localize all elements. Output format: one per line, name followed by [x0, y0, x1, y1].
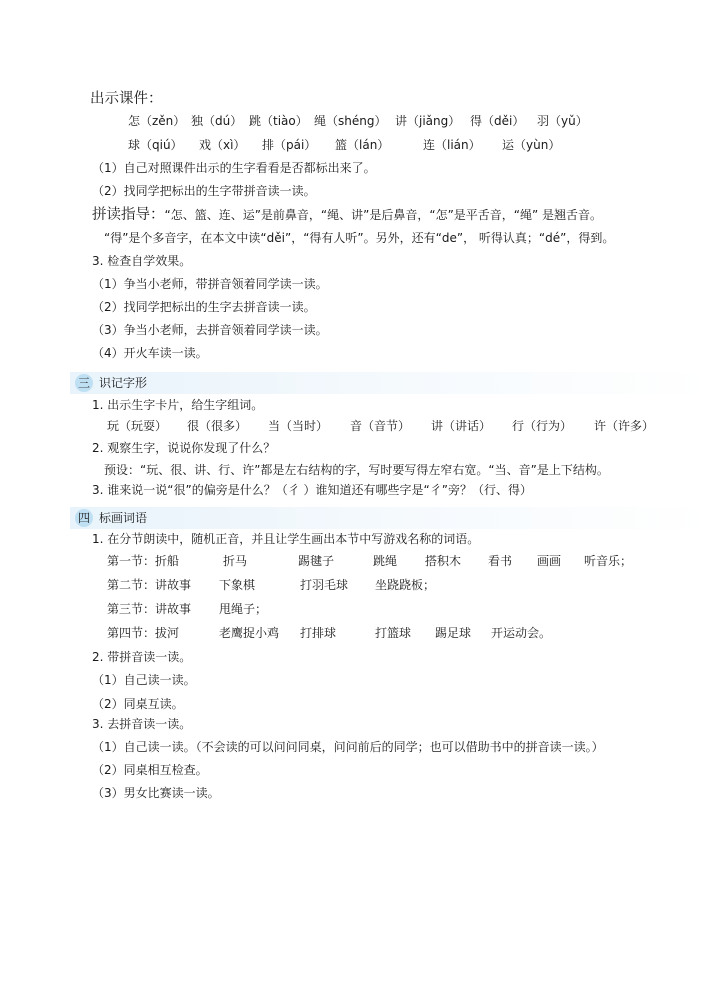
game-word: 老鹰捉小鸡	[219, 626, 280, 640]
guide-text: “怎、篮、连、运”是前鼻音，“绳、讲”是后鼻音，“怎”是平舌音，“绳” 是翘舌音。	[164, 208, 603, 222]
game-word: 下象棋	[219, 578, 256, 592]
game-word: 踢足球	[435, 626, 472, 640]
list-item: 3. 谁来说一说“很”的偏旁是什么？（彳 ）谁知道还有哪些字是“彳”旁？（行、得）	[92, 483, 532, 497]
word-item: 玩（玩耍）	[107, 419, 168, 433]
word-item: 许（许多）	[594, 419, 655, 433]
char-item: 羽（yǔ）	[537, 114, 588, 128]
game-word: 听音乐；	[584, 554, 633, 568]
game-word: 第四节：拔河	[107, 626, 180, 640]
section-number-badge: 四	[75, 509, 93, 527]
list-item: 1. 在分节朗读中，随机正音，并且让学生画出本节中写游戏名称的词语。	[92, 532, 480, 546]
preview-text: 预设：“玩、很、讲、行、许”都是左右结构的字，写时要写得左窄右宽。“当、音”是上下结构。	[104, 463, 609, 477]
sub-item: （1）自己读一读。（不会读的可以问问同桌，问问前后的同学；也可以借助书中的拼音读一读。）	[92, 740, 604, 754]
sub-item: （2）同桌相互检查。	[92, 763, 208, 777]
char-item: 排（pái）	[262, 138, 317, 152]
char-item: 独（dú）	[191, 114, 243, 128]
check-item: （1）争当小老师，带拼音领着同学读一读。	[92, 277, 328, 291]
char-item: 球（qiú）	[128, 138, 183, 152]
step-text: （1）自己对照课件出示的生字看看是否都标出来了。	[92, 161, 376, 175]
section-title: 标画词语	[99, 511, 148, 525]
sub-item: （2）同桌互读。	[92, 697, 184, 711]
game-word: 折马	[223, 554, 248, 568]
game-word: 第三节：讲故事	[107, 602, 192, 616]
char-item: 讲（jiǎng）	[395, 114, 461, 128]
game-word: 第二节：讲故事	[107, 578, 192, 592]
word-item: 讲（讲话）	[431, 419, 492, 433]
game-word: 甩绳子；	[219, 602, 268, 616]
section-header-bar-4	[70, 507, 710, 529]
game-word: 坐跷跷板；	[375, 578, 436, 592]
word-item: 很（很多）	[187, 419, 248, 433]
section-number-badge: 三	[75, 374, 93, 392]
guide-line-2: “得”是个多音字，在本文中读“děi”，“得有人听”。另外，还有“de”， 听得认真；“dé”，得到。	[104, 231, 615, 245]
game-word: 踢毽子	[298, 554, 335, 568]
game-word: 开运动会。	[491, 626, 552, 640]
guide-label: 拼读指导：	[92, 207, 165, 223]
step-text: （2）找同学把标出的生字带拼音读一读。	[92, 184, 316, 198]
word-item: 行（行为）	[512, 419, 573, 433]
section-title: 识记字形	[99, 376, 148, 390]
char-item: 怎（zěn）	[128, 114, 186, 128]
word-item: 当（当时）	[268, 419, 329, 433]
check-title: 3. 检查自学效果。	[92, 254, 192, 268]
char-item: 绳（shéng）	[314, 114, 387, 128]
list-item: 1. 出示生字卡片，给生字组词。	[92, 398, 264, 412]
game-word: 搭积木	[425, 554, 462, 568]
list-item: 2. 观察生字，说说你发现了什么？	[92, 441, 276, 455]
char-item: 得（děi）	[470, 114, 525, 128]
char-item: 连（lián）	[423, 138, 481, 152]
game-word: 第一节：折船	[107, 554, 180, 568]
word-item: 音（音节）	[350, 419, 411, 433]
game-word: 看书	[488, 554, 513, 568]
sub-item: （1）自己读一读。	[92, 673, 196, 687]
check-item: （2）找同学把标出的生字去拼音读一读。	[92, 300, 316, 314]
guide-line-1	[92, 206, 602, 224]
char-item: 运（yùn）	[502, 138, 561, 152]
check-item: （4）开火车读一读。	[92, 346, 208, 360]
section-header-bar-3	[70, 372, 710, 394]
game-word: 画画	[537, 554, 562, 568]
char-item: 篮（lán）	[335, 138, 390, 152]
list-item: 3. 去拼音读一读。	[92, 717, 192, 731]
list-item: 2. 带拼音读一读。	[92, 650, 192, 664]
game-word: 打排球	[300, 626, 337, 640]
check-item: （3）争当小老师，去拼音领着同学读一读。	[92, 323, 328, 337]
char-item: 戏（xì）	[199, 138, 246, 152]
sub-item: （3）男女比赛读一读。	[92, 786, 220, 800]
char-item: 跳（tiào）	[249, 114, 308, 128]
game-word: 打羽毛球	[300, 578, 349, 592]
game-word: 跳绳	[373, 554, 398, 568]
game-word: 打篮球	[375, 626, 412, 640]
section-title-courseware: 出示课件：	[90, 91, 163, 107]
